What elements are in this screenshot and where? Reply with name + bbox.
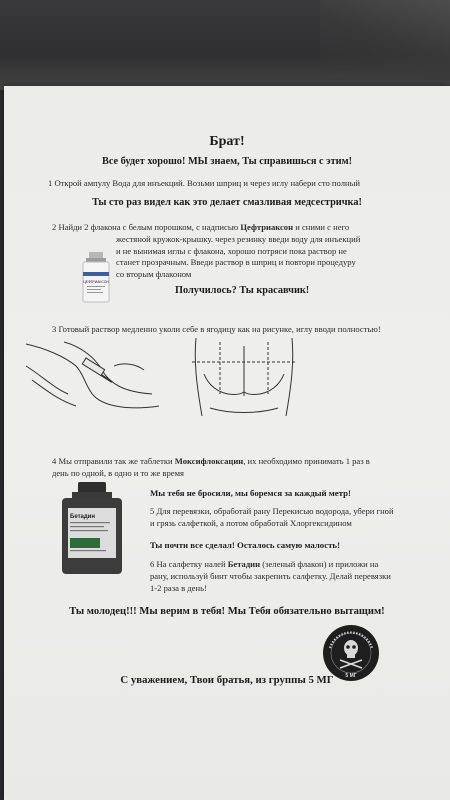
not-abandoned-line: Мы тебя не бросили, мы боремся за каждый метр! [150, 488, 351, 498]
step-3-text: 3 Готовый раствор медленно уколи себе в ягодицу как на рисунке, иглу вводи полностью! [52, 324, 381, 334]
step-5-text: 5 Для перевязки, обработай рану Перекисью водорода, убери гной и грязь салфеткой, а потом обработай Хлоргексидином [150, 506, 394, 528]
emblem-text: 5 МГ [345, 673, 357, 679]
signature-line: С уважением, Твои братья, из группы 5 МГ [120, 674, 334, 686]
leaflet-title: Брат! [209, 134, 245, 149]
drug-betadine: Бетадин [227, 559, 261, 569]
vial-photo [78, 252, 114, 304]
table-edge [320, 0, 450, 80]
success-line: Получилось? Ты красавчик! [175, 285, 310, 296]
bottle-label: Бетадин [70, 514, 95, 520]
almost-done-line: Ты почти все сделал! Осталось самую малость! [150, 540, 341, 550]
leaflet-page [4, 86, 450, 800]
step-2-details: жестяной кружок-крышку. через резинку введи воду для инъекций и не вынимая иглы с флакона, хорошо потряси пока раствор не станет прозрачным. Введи раствор в шприц и повтори процедуру со вторым флаконом [116, 234, 361, 279]
drug-ceftriaxone: Цефтриаксон [240, 222, 294, 232]
believe-line: Ты молодец!!! Мы верим в тебя! Мы Тебя обязательно вытащим! [69, 606, 385, 617]
step-2-text: 2 Найди 2 флакона с белым порошком, с надписью Цефтриаксон и сними с него [52, 222, 350, 232]
vial-label: ЦЕФТРИАКСОН [83, 280, 109, 284]
step-6-text: 6 На салфетку налей Бетадин (зеленый флакон) и приложи на [150, 559, 379, 569]
injection-illustration [24, 336, 164, 416]
step-6-details: рану, используй бинт чтобы закрепить салфетку. Делай перевязки 1-2 раза в день! [150, 571, 391, 593]
drug-moxifloxacin: Моксифлоксацин [174, 456, 244, 466]
step-4-text: 4 Мы отправили так же таблетки Моксифлоксацин, их необходимо принимать 1 раз в [52, 456, 370, 466]
nurse-line: Ты сто раз видел как это делает смазливая медсестричка! [92, 197, 362, 208]
buttocks-diagram [190, 336, 298, 418]
step-1-text: 1 Открой ампулу Вода для инъекций. Возьми шприц и через иглу набери сто полный [48, 178, 360, 188]
leaflet-headline: Все будет хорошо! МЫ знаем, Ты справишься с этим! [101, 156, 353, 167]
step-4-line-2: день по одной, в одно и то же время [52, 468, 184, 478]
betadine-bottle-photo [56, 480, 128, 576]
